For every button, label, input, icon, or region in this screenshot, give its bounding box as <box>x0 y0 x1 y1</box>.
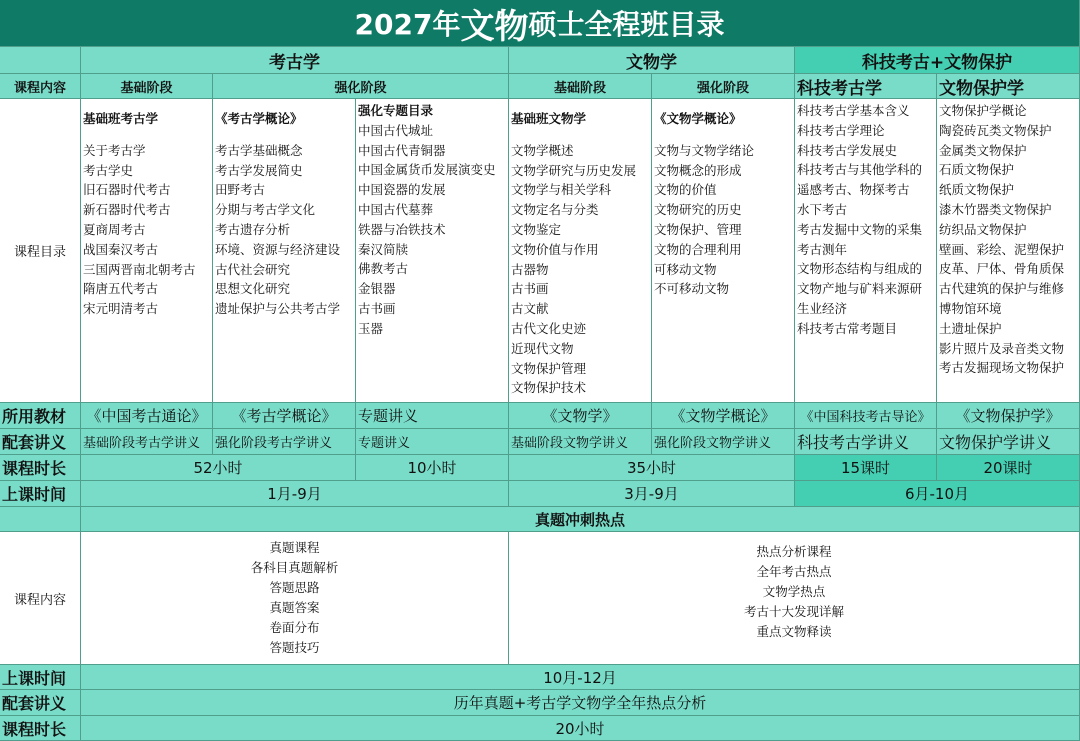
label-handout: 配套讲义 <box>0 429 81 455</box>
list-item: 纸质文物保护 <box>939 182 1015 198</box>
sprint-right-list <box>509 532 1080 665</box>
textbook-cell: 《考古学概论》 <box>213 403 356 429</box>
catalog-arch-topics <box>356 99 509 403</box>
textbook-cell: 专题讲义 <box>356 403 509 429</box>
catalog-heading: 强化专题目录 <box>358 103 434 118</box>
list-item: 皮革、尸体、骨角质保 <box>939 261 1065 277</box>
list-item: 中国金属货币发展演变史 <box>358 162 496 178</box>
title-prefix: 2027年 <box>354 8 461 41</box>
list-item: 分期与考古学文化 <box>215 202 316 218</box>
list-item: 文物学研究与历史发展 <box>511 162 637 178</box>
list-item: 文物概念的形成 <box>654 162 742 178</box>
duration-cons: 20课时 <box>937 455 1080 481</box>
handout-cell: 文物保护学讲义 <box>937 429 1080 455</box>
list-item: 文物研究的历史 <box>654 202 742 218</box>
page-title <box>0 0 1080 47</box>
subheader-course-content: 课程内容 <box>0 74 81 99</box>
label-textbook: 所用教材 <box>0 403 81 429</box>
list-item: 考古学基础概念 <box>215 142 303 158</box>
title-highlight: 文物 <box>460 6 529 47</box>
sprint-handout: 历年真题+考古学文物学全年热点分析 <box>81 690 1080 716</box>
textbook-cell: 《文物学概论》 <box>652 403 795 429</box>
list-item: 壁画、彩绘、泥塑保护 <box>939 241 1065 257</box>
textbook-cell: 《中国考古通论》 <box>81 403 213 429</box>
list-item: 中国古代城址 <box>358 122 434 138</box>
subheader-conservation: 文物保护学 <box>937 74 1080 99</box>
catalog-relic-intro <box>652 99 795 403</box>
list-item: 思想文化研究 <box>215 281 291 297</box>
list-item: 漆木竹器类文物保护 <box>939 201 1052 217</box>
list-item: 中国古代青铜器 <box>358 142 446 158</box>
list-item: 隋唐五代考古 <box>83 281 159 297</box>
list-item: 古文献 <box>511 301 549 317</box>
textbook-cell: 《文物保护学》 <box>937 403 1080 429</box>
list-item: 科技考古与其他学科的 <box>797 162 923 178</box>
list-item: 博物馆环境 <box>939 300 1002 316</box>
corner-cell <box>0 47 81 74</box>
schedule-relic: 3月-9月 <box>509 481 795 507</box>
label-duration: 课程时长 <box>0 455 81 481</box>
subheader-relic-strengthen: 强化阶段 <box>652 74 795 99</box>
list-item: 夏商周考古 <box>83 221 146 237</box>
list-item: 近现代文物 <box>511 340 574 356</box>
list-item: 金银器 <box>358 281 396 297</box>
list-item: 文物学概述 <box>511 142 574 158</box>
list-item: 文物学与相关学科 <box>511 182 612 198</box>
list-item: 石质文物保护 <box>939 162 1015 178</box>
list-item: 考古十大发现详解 <box>743 604 844 619</box>
duration-arch-main: 52小时 <box>81 455 356 481</box>
list-item: 卷面分布 <box>269 620 320 635</box>
list-item: 文物保护管理 <box>511 360 587 376</box>
list-item: 不可移动文物 <box>654 281 730 297</box>
list-item: 宋元明清考古 <box>83 301 159 317</box>
label-duration2: 课程时长 <box>0 716 81 741</box>
list-item: 金属类文物保护 <box>939 142 1027 158</box>
list-item: 文物与文物学绪论 <box>654 142 755 158</box>
list-item: 古书画 <box>358 300 396 316</box>
list-item: 文物定名与分类 <box>511 202 599 218</box>
list-item: 答题思路 <box>269 580 320 595</box>
duration-arch-topics: 10小时 <box>356 455 509 481</box>
list-item: 环境、资源与经济建设 <box>215 241 341 257</box>
list-item: 文物的合理利用 <box>654 241 742 257</box>
list-item: 水下考古 <box>797 201 848 217</box>
subheader-arch-strengthen: 强化阶段 <box>213 74 509 99</box>
list-item: 全年考古热点 <box>756 564 832 579</box>
list-item: 考古学发展简史 <box>215 162 303 178</box>
list-item: 科技考古学理论 <box>797 122 885 138</box>
catalog-arch-intro <box>213 99 356 403</box>
list-item: 考古发掘现场文物保护 <box>939 360 1065 376</box>
list-item: 旧石器时代考古 <box>83 182 171 198</box>
list-item: 答题技巧 <box>269 640 320 655</box>
handout-cell: 强化阶段文物学讲义 <box>652 429 795 455</box>
catalog-conservation <box>937 99 1080 403</box>
list-item: 文物学热点 <box>762 584 826 599</box>
list-item: 关于考古学 <box>83 142 146 158</box>
list-item: 战国秦汉考古 <box>83 241 159 257</box>
textbook-cell: 《文物学》 <box>509 403 652 429</box>
subheader-relic-basic: 基础阶段 <box>509 74 652 99</box>
list-item: 文物价值与作用 <box>511 241 599 257</box>
duration-relic: 35小时 <box>509 455 795 481</box>
list-item: 文物形态结构与组成的 <box>797 261 923 277</box>
list-item: 中国瓷器的发展 <box>358 182 446 198</box>
section-archaeology: 考古学 <box>81 47 509 74</box>
catalog-heading: 基础班文物学 <box>511 111 587 126</box>
list-item: 考古学史 <box>83 162 134 178</box>
handout-cell: 科技考古学讲义 <box>795 429 937 455</box>
list-item: 秦汉简牍 <box>358 241 409 257</box>
sprint-corner <box>0 507 81 532</box>
catalog-heading: 《考古学概论》 <box>215 111 303 126</box>
list-item: 科技考古常考题目 <box>797 320 898 336</box>
list-item: 影片照片及录音类文物 <box>939 340 1065 356</box>
list-item: 玉器 <box>358 320 384 336</box>
list-item: 科技考古学发展史 <box>797 142 898 158</box>
subheader-arch-basic: 基础阶段 <box>81 74 213 99</box>
label-content2: 课程内容 <box>0 532 81 665</box>
list-item: 可移动文物 <box>654 261 717 277</box>
catalog-arch-basic <box>81 99 213 403</box>
list-item: 纺织品文物保护 <box>939 221 1027 237</box>
catalog-heading: 基础班考古学 <box>83 111 159 126</box>
list-item: 科技考古学基本含义 <box>797 103 910 118</box>
duration-sci: 15课时 <box>795 455 937 481</box>
list-item: 考古测年 <box>797 241 848 257</box>
list-item: 铁器与冶铁技术 <box>358 221 446 237</box>
list-item: 佛教考古 <box>358 261 409 277</box>
sprint-schedule: 10月-12月 <box>81 665 1080 690</box>
list-item: 古书画 <box>511 281 549 297</box>
list-item: 各科目真题解析 <box>250 560 339 575</box>
sprint-left-list <box>81 532 509 665</box>
title-suffix: 硕士全程班目录 <box>528 8 725 41</box>
list-item: 中国古代墓葬 <box>358 201 434 217</box>
list-item: 遗址保护与公共考古学 <box>215 301 341 317</box>
label-schedule: 上课时间 <box>0 481 81 507</box>
list-item: 文物产地与矿料来源研 <box>797 281 923 297</box>
list-item: 文物保护学概论 <box>939 103 1027 118</box>
list-item: 生业经济 <box>797 300 848 316</box>
label-schedule2: 上课时间 <box>0 665 81 690</box>
textbook-cell: 《中国科技考古导论》 <box>795 403 937 429</box>
schedule-arch: 1月-9月 <box>81 481 509 507</box>
list-item: 考古遗存分析 <box>215 221 291 237</box>
handout-cell: 强化阶段考古学讲义 <box>213 429 356 455</box>
list-item: 文物保护、管理 <box>654 221 742 237</box>
list-item: 真题答案 <box>269 600 320 615</box>
section-cultural-relics: 文物学 <box>509 47 795 74</box>
list-item: 土遗址保护 <box>939 320 1002 336</box>
handout-cell: 专题讲义 <box>356 429 509 455</box>
list-item: 古代文化史迹 <box>511 320 587 336</box>
sprint-duration: 20小时 <box>81 716 1080 741</box>
catalog-sci-arch <box>795 99 937 403</box>
label-handout2: 配套讲义 <box>0 690 81 716</box>
catalog-heading: 《文物学概论》 <box>654 111 742 126</box>
list-item: 考古发掘中文物的采集 <box>797 221 923 237</box>
label-catalog: 课程目录 <box>0 99 81 403</box>
list-item: 遥感考古、物探考古 <box>797 182 910 198</box>
list-item: 重点文物释读 <box>756 624 832 639</box>
catalog-relic-basic <box>509 99 652 403</box>
section-sci-conservation: 科技考古+文物保护 <box>795 47 1080 74</box>
list-item: 陶瓷砖瓦类文物保护 <box>939 122 1052 138</box>
list-item: 真题课程 <box>269 540 320 555</box>
list-item: 三国两晋南北朝考古 <box>83 261 196 277</box>
list-item: 新石器时代考古 <box>83 202 171 218</box>
subheader-sci-arch: 科技考古学 <box>795 74 937 99</box>
list-item: 古器物 <box>511 261 549 277</box>
list-item: 古代建筑的保护与维修 <box>939 281 1065 297</box>
list-item: 文物鉴定 <box>511 221 562 237</box>
list-item: 文物保护技术 <box>511 380 587 396</box>
list-item: 田野考古 <box>215 182 266 198</box>
handout-cell: 基础阶段文物学讲义 <box>509 429 652 455</box>
list-item: 文物的价值 <box>654 182 717 198</box>
handout-cell: 基础阶段考古学讲义 <box>81 429 213 455</box>
list-item: 古代社会研究 <box>215 261 291 277</box>
schedule-sci: 6月-10月 <box>795 481 1080 507</box>
list-item: 热点分析课程 <box>756 544 832 559</box>
sprint-title: 真题冲刺热点 <box>81 507 1080 532</box>
